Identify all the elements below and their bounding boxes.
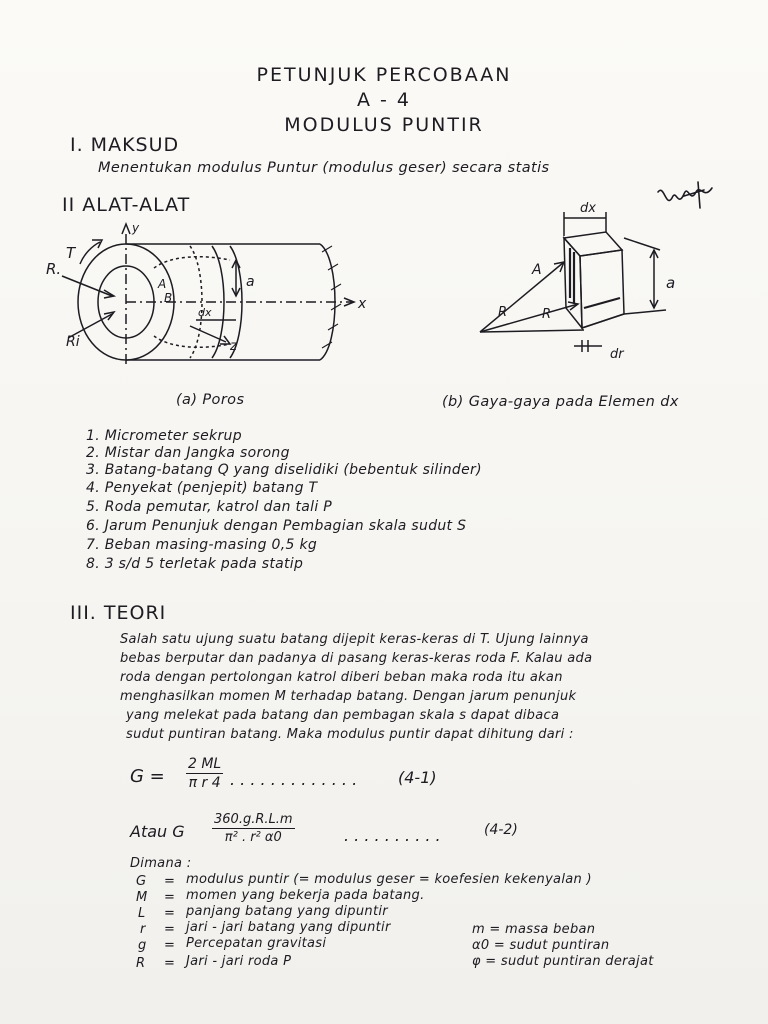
def-symbol: R bbox=[136, 956, 146, 971]
fig-a-label-T: T bbox=[66, 244, 76, 262]
list-item: 2. Mistar dan Jangka sorong bbox=[86, 445, 290, 461]
fig-a-label-a: a bbox=[246, 274, 255, 290]
def-symbol: r bbox=[140, 922, 146, 937]
section-2-heading: II ALAT-ALAT bbox=[62, 194, 191, 216]
document-code: A - 4 bbox=[356, 89, 412, 111]
figure-a-shaft bbox=[40, 218, 380, 368]
list-item: 5. Roda pemutar, katrol dan tali P bbox=[86, 499, 333, 515]
fig-a-label-B: B bbox=[164, 291, 173, 305]
def-text: Jari - jari roda P bbox=[186, 954, 292, 969]
formula-1-denominator: π r 4 bbox=[188, 775, 221, 791]
fig-b-label-dx: dx bbox=[580, 201, 596, 216]
def-equals: = bbox=[164, 938, 176, 953]
formula-2-denominator: π² . r² α0 bbox=[224, 830, 282, 845]
figure-b-element bbox=[470, 196, 700, 368]
list-item: 8. 3 s/d 5 terletak pada statip bbox=[86, 556, 304, 572]
formula-1-lhs: G = bbox=[130, 766, 165, 787]
document-subtitle: MODULUS PUNTIR bbox=[284, 114, 484, 136]
fig-a-label-dx: dx bbox=[198, 306, 212, 319]
dimana-label: Dimana : bbox=[130, 856, 192, 871]
def-text: momen yang bekerja pada batang. bbox=[186, 888, 425, 903]
list-item: 1. Micrometer sekrup bbox=[86, 428, 242, 444]
formula-2-dots: . . . . . . . . . . bbox=[344, 826, 441, 845]
formula-2-ref: (4-2) bbox=[484, 822, 518, 838]
def-symbol: g bbox=[138, 938, 147, 953]
def-symbol: L bbox=[138, 906, 146, 921]
def-equals: = bbox=[164, 890, 176, 905]
def-text: Percepatan gravitasi bbox=[186, 936, 327, 951]
fig-b-label-R1: R bbox=[498, 305, 508, 320]
theory-line: menghasilkan momen M terhadap batang. Dengan jarum penunjuk bbox=[120, 689, 577, 704]
formula-1-ref: (4-1) bbox=[398, 768, 437, 787]
theory-line: sudut puntiran batang. Maka modulus puntir dapat dihitung dari : bbox=[126, 727, 574, 742]
section-1-heading: I. MAKSUD bbox=[70, 134, 180, 156]
theory-line: bebas berputar dan padanya di pasang keras-keras roda F. Kalau ada bbox=[120, 651, 593, 666]
formula-1-numerator: 2 ML bbox=[188, 756, 222, 772]
fig-b-label-dr: dr bbox=[610, 347, 624, 362]
fig-a-label-A: A bbox=[158, 277, 167, 291]
formula-1-fraction bbox=[186, 756, 223, 791]
theory-line: yang melekat pada batang dan pembagan skala s dapat dibaca bbox=[126, 708, 560, 723]
formula-2-numerator: 360.g.R.L.m bbox=[214, 812, 293, 827]
def-equals: = bbox=[164, 874, 176, 889]
formula-2-lhs: Atau G bbox=[130, 822, 185, 841]
fig-a-label-x: x bbox=[358, 296, 367, 312]
list-item: 3. Batang-batang Q yang diselidiki (bebentuk silinder) bbox=[86, 462, 482, 478]
document-title: PETUNJUK PERCOBAAN bbox=[256, 64, 512, 86]
section-3-heading: III. TEORI bbox=[70, 602, 167, 624]
section-1-text: Menentukan modulus Puntur (modulus geser) secara statis bbox=[98, 160, 550, 176]
def-equals: = bbox=[164, 922, 176, 937]
def-equals: = bbox=[164, 906, 176, 921]
figure-a-caption: (a) Poros bbox=[176, 392, 245, 408]
def-right: m = massa beban bbox=[472, 922, 596, 937]
theory-line: Salah satu ujung suatu batang dijepit keras-keras di T. Ujung lainnya bbox=[120, 632, 589, 647]
def-right: α0 = sudut puntiran bbox=[472, 938, 610, 953]
def-text: panjang batang yang dipuntir bbox=[186, 904, 388, 919]
list-item: 4. Penyekat (penjepit) batang T bbox=[86, 480, 318, 496]
list-item: 7. Beban masing-masing 0,5 kg bbox=[86, 537, 318, 553]
def-text: modulus puntir (= modulus geser = koefesien kekenyalan ) bbox=[186, 872, 592, 887]
fig-a-label-z: z bbox=[230, 339, 237, 354]
fig-a-label-R0: R. bbox=[46, 260, 62, 278]
theory-line: roda dengan pertolongan katrol diberi beban maka roda itu akan bbox=[120, 670, 563, 685]
def-right: φ = sudut puntiran derajat bbox=[472, 954, 654, 969]
fig-b-label-A: A bbox=[532, 262, 542, 278]
def-symbol: M bbox=[136, 890, 148, 905]
fig-b-label-a: a bbox=[666, 274, 676, 292]
fig-a-label-y: y bbox=[132, 221, 140, 235]
figure-b-caption: (b) Gaya-gaya pada Elemen dx bbox=[442, 394, 679, 410]
formula-2-fraction bbox=[212, 812, 295, 845]
formula-1-dots: . . . . . . . . . . . . . bbox=[230, 770, 358, 789]
def-text: jari - jari batang yang dipuntir bbox=[186, 920, 391, 935]
def-symbol: G bbox=[136, 874, 147, 889]
fig-a-label-Ri: Ri bbox=[66, 334, 80, 350]
def-equals: = bbox=[164, 956, 176, 971]
list-item: 6. Jarum Penunjuk dengan Pembagian skala sudut S bbox=[86, 518, 467, 534]
fig-b-label-R2: R bbox=[542, 307, 552, 322]
